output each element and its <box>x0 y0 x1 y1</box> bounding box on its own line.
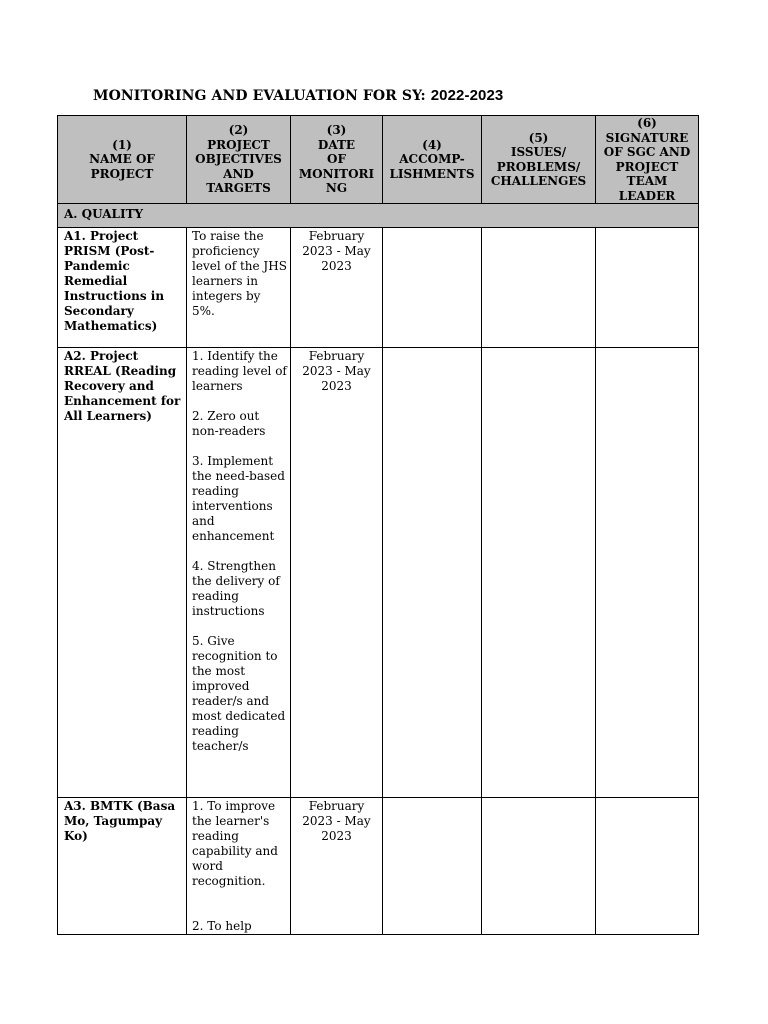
objective-item: To raise the proficiency level of the JHS learners in integers by 5%. <box>192 229 287 318</box>
header-row <box>58 116 699 204</box>
objective-item: 1. Identify the reading level of learners <box>192 349 287 393</box>
project-name-cell: A2. Project RREAL (Reading Recovery and Enhancement for All Learners) <box>58 348 187 798</box>
date-cell: February 2023 - May 2023 <box>291 228 383 348</box>
header-name-of-project: (1) NAME OF PROJECT <box>58 116 187 204</box>
header-signature: (6) SIGNATURE OF SGC AND PROJECT TEAM LEADER <box>596 116 699 204</box>
issues-cell <box>482 798 596 935</box>
date-cell: February 2023 - May 2023 <box>291 798 383 935</box>
table-row <box>58 348 699 798</box>
header-accomplishments: (4) ACCOMP- LISHMENTS <box>383 116 482 204</box>
accomplishments-cell <box>383 348 482 798</box>
objectives-cell <box>187 228 291 348</box>
title-year: 2022-2023 <box>430 87 504 104</box>
objective-item: 2. To help <box>192 919 252 933</box>
objective-item: 2. Zero out non-readers <box>192 409 266 438</box>
objective-item: 3. Implement the need-based reading interventions and enhancement <box>192 454 285 543</box>
project-name-cell: A3. BMTK (Basa Mo, Tagumpay Ko) <box>58 798 187 935</box>
document-title <box>93 87 503 104</box>
objective-item: 5. Give recognition to the most improved reader/s and most dedicated reading teacher/s <box>192 634 286 753</box>
header-objectives-and-targets: (2) PROJECT OBJECTIVES AND TARGETS <box>187 116 291 204</box>
section-row <box>58 204 699 228</box>
section-label: A. QUALITY <box>58 204 699 228</box>
accomplishments-cell <box>383 798 482 935</box>
objectives-cell <box>187 798 291 935</box>
accomplishments-cell <box>383 228 482 348</box>
date-cell: February 2023 - May 2023 <box>291 348 383 798</box>
objective-item: 1. To improve the learner's reading capability and word recognition. <box>192 799 278 888</box>
title-main: MONITORING AND EVALUATION FOR SY: <box>93 88 431 104</box>
header-date-of-monitoring: (3) DATE OF MONITORI NG <box>291 116 383 204</box>
objective-item: 4. Strengthen the delivery of reading instructions <box>192 559 280 618</box>
objectives-cell <box>187 348 291 798</box>
issues-cell <box>482 228 596 348</box>
monitoring-table <box>57 115 699 935</box>
project-name-cell: A1. Project PRISM (Post-Pandemic Remedial Instructions in Secondary Mathematics) <box>58 228 187 348</box>
signature-cell <box>596 228 699 348</box>
signature-cell <box>596 798 699 935</box>
table-row <box>58 228 699 348</box>
header-issues: (5) ISSUES/ PROBLEMS/ CHALLENGES <box>482 116 596 204</box>
issues-cell <box>482 348 596 798</box>
table-row <box>58 798 699 935</box>
signature-cell <box>596 348 699 798</box>
